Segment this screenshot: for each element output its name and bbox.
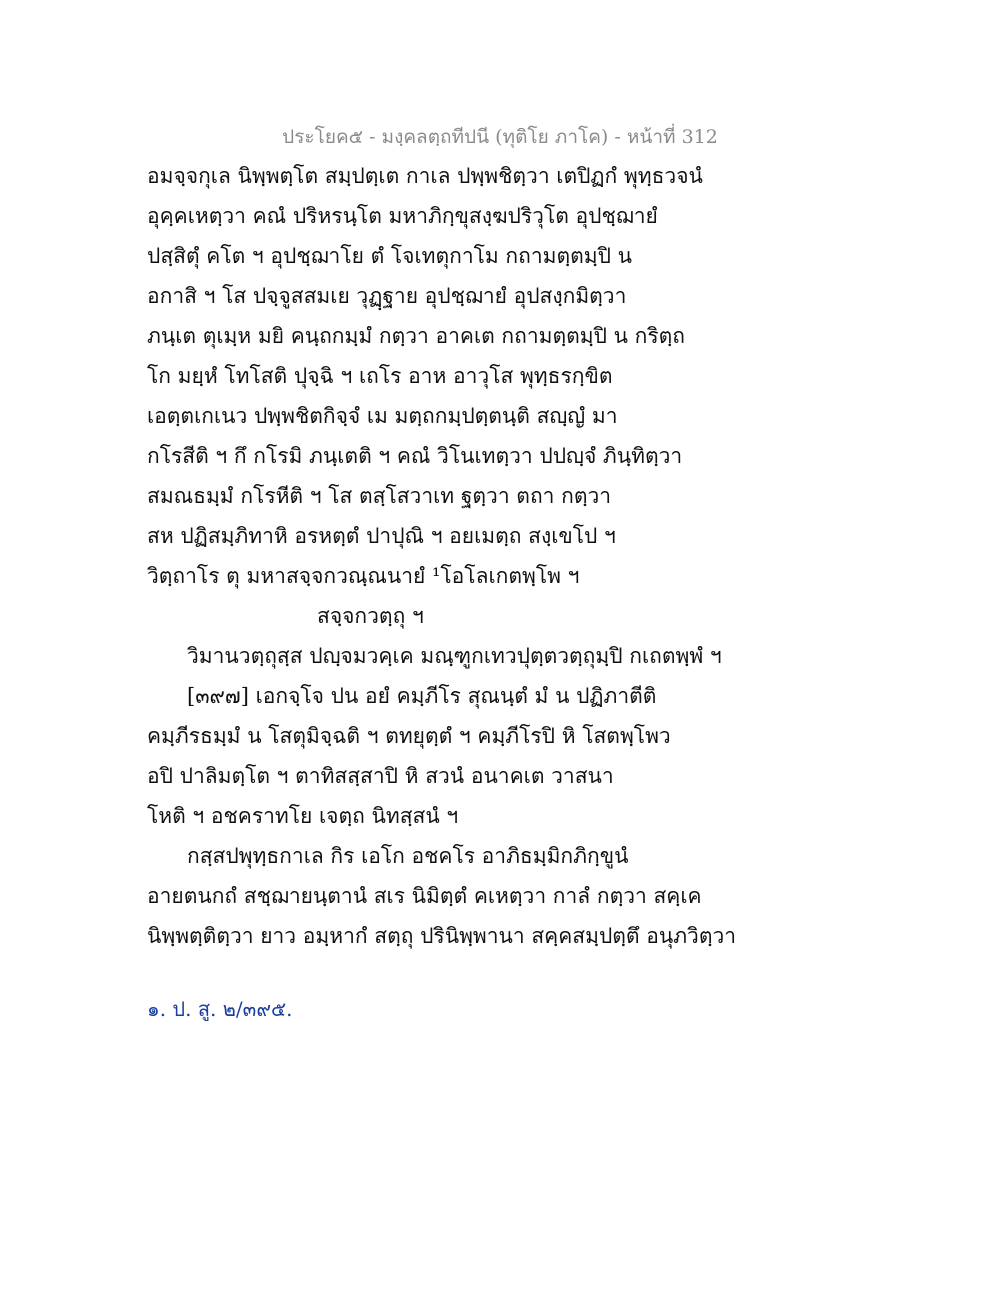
text-line: สห ปฏิสมฺภิทาหิ อรหตฺตํ ปาปุณิ ฯ อยเมตฺถ สงฺเขโป ฯ bbox=[147, 524, 616, 548]
text-line: สมณธมฺมํ กโรหีติ ฯ โส ตสฺโสวาเท ฐตฺวา ตถา กตฺวา bbox=[147, 484, 612, 508]
text-line: ภนฺเต ตุเมฺห มยิ คนฺถกมฺมํ กตฺวา อาคเต กถามตฺตมฺปิ น กริตฺถ bbox=[147, 324, 686, 348]
text-line: ปสฺสิตุํ คโต ฯ อุปชฺฌาโย ตํ โจเทตุกาโม กถามตฺตมฺปิ น bbox=[147, 244, 632, 268]
text-line: โหติ ฯ อชคราทโย เจตฺถ นิทสฺสนํ ฯ bbox=[147, 804, 459, 828]
text-line: วิมานวตฺถุสฺส ปญฺจมวคฺเค มณฺฑูกเทวปุตฺตวตฺถุมฺปิ กเถตพฺพํ ฯ bbox=[187, 644, 722, 668]
text-line: อปิ ปาลิมตฺโต ฯ ตาทิสสฺสาปิ หิ สวนํ อนาคเต วาสนา bbox=[147, 764, 614, 788]
text-line: [๓๙๗] เอกจฺโจ ปน อยํ คมฺภีโร สุณนฺตํ มํ น ปฏิภาตีติ bbox=[187, 684, 657, 708]
text-line: กสฺสปพุทฺธกาเล กิร เอโก อชคโร อาภิธมฺมิกภิกฺขูนํ bbox=[187, 844, 629, 868]
text-line: นิพฺพตฺติตฺวา ยาว อมฺหากํ สตฺถุ ปรินิพฺพานา สคฺคสมฺปตฺตึ อนุภวิตฺวา bbox=[147, 924, 737, 948]
text-line: อกาสิ ฯ โส ปจฺจูสสมเย วุฏฺฐาย อุปชฺฌายํ อุปสงฺกมิตฺวา bbox=[147, 284, 627, 308]
text-line: อายตนกถํ สชฺฌายนฺตานํ สเร นิมิตฺตํ คเหตฺวา กาลํ กตฺวา สคฺเค bbox=[147, 884, 702, 908]
document-body bbox=[147, 156, 847, 956]
text-line: เอตฺตเกเนว ปพฺพชิตกิจฺจํ เม มตฺถกมฺปตฺตนฺติ สญฺญํ มา bbox=[147, 404, 618, 428]
text-line: คมฺภีรธมฺมํ น โสตุมิจฺฉติ ฯ ตทยุตฺตํ ฯ คมฺภีโรปิ หิ โสตพฺโพว bbox=[147, 724, 671, 748]
page-header: ประโยค๕ - มงฺคลตฺถทีปนี (ทุติโย ภาโค) - หน้าที่ 312 bbox=[282, 126, 718, 148]
text-line: โก มยฺหํ โทโสติ ปุจฺฉิ ฯ เถโร อาห อาวุโส พุทฺธรกฺขิต bbox=[147, 364, 613, 388]
text-line: อมจฺจกุเล นิพฺพตฺโต สมฺปตฺเต กาเล ปพฺพชิตฺวา เตปิฏกํ พุทฺธวจนํ bbox=[147, 164, 703, 188]
text-line: วิตฺถาโร ตุ มหาสจฺจกวณฺณนายํ ¹โอโลเกตพฺโพ ฯ bbox=[147, 564, 580, 588]
text-line: กโรสีติ ฯ กึ กโรมิ ภนฺเตติ ฯ คณํ วิโนเทตฺวา ปปญฺจํ ภินฺทิตฺวา bbox=[147, 444, 683, 468]
text-line: อุคฺคเหตฺวา คณํ ปริหรนฺโต มหาภิกฺขุสงฺฆปริวุโต อุปชฺฌายํ bbox=[147, 204, 658, 228]
section-title: สจฺจกวตฺถุ ฯ bbox=[317, 604, 424, 628]
footnote: ๑. ป. สู. ๒/๓๙๕. bbox=[147, 997, 293, 1021]
